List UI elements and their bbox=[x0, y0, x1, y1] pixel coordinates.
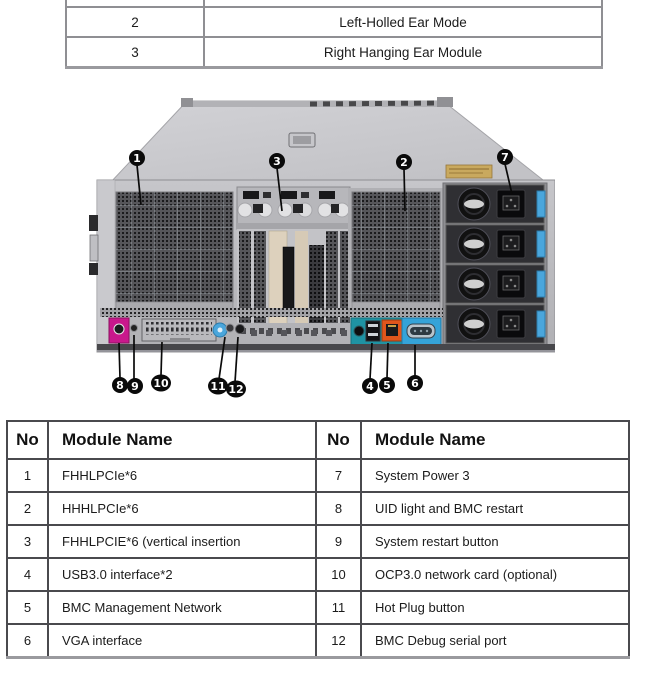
callout-5 bbox=[379, 377, 395, 393]
row-number: 3 bbox=[66, 37, 204, 68]
left-ear-tab bbox=[89, 215, 98, 231]
module-name: OCP3.0 network card (optional) bbox=[361, 558, 629, 591]
pcie-mesh-left bbox=[116, 192, 233, 309]
svg-text:11: 11 bbox=[210, 380, 226, 393]
module-no: 1 bbox=[7, 459, 48, 492]
module-no: 8 bbox=[316, 492, 361, 525]
vertical-riser-bracket bbox=[237, 187, 350, 229]
table-row bbox=[7, 459, 629, 492]
riser-connector bbox=[283, 247, 294, 309]
audio-jack bbox=[354, 326, 364, 336]
chassis-bottom-edge bbox=[97, 344, 555, 350]
usb-ports bbox=[366, 321, 380, 341]
module-no: 6 bbox=[7, 624, 48, 658]
hot-plug-thumbscrew bbox=[213, 323, 227, 337]
module-no: 4 bbox=[7, 558, 48, 591]
svg-text:4: 4 bbox=[366, 380, 374, 393]
header-module-name: Module Name bbox=[361, 421, 629, 459]
lid-corner-bracket bbox=[437, 97, 453, 107]
svg-text:6: 6 bbox=[411, 377, 419, 390]
vga-port bbox=[402, 318, 441, 345]
callout-11 bbox=[208, 378, 228, 395]
table-row bbox=[7, 492, 629, 525]
server-rear-diagram bbox=[85, 95, 555, 405]
callout-3 bbox=[269, 153, 285, 169]
callout-2 bbox=[396, 154, 412, 170]
module-no: 2 bbox=[7, 492, 48, 525]
svg-text:10: 10 bbox=[153, 377, 169, 390]
chassis-top-cover bbox=[110, 97, 543, 183]
psu-clip bbox=[537, 311, 545, 337]
bmc-network-port bbox=[382, 320, 402, 341]
table-cell bbox=[204, 0, 602, 7]
vent-strip bbox=[100, 308, 443, 317]
svg-text:8: 8 bbox=[116, 379, 124, 392]
lid-corner-bracket bbox=[181, 98, 193, 107]
module-name: FHHLPCIe*6 bbox=[48, 459, 316, 492]
callout-8 bbox=[112, 377, 128, 393]
psu-4 bbox=[446, 305, 545, 343]
psu-3 bbox=[446, 265, 545, 303]
module-name: BMC Debug serial port bbox=[361, 624, 629, 658]
header-no: No bbox=[7, 421, 48, 459]
row-number: 2 bbox=[66, 7, 204, 37]
svg-text:2: 2 bbox=[400, 156, 408, 169]
svg-text:5: 5 bbox=[383, 379, 391, 392]
table-row bbox=[66, 7, 602, 37]
table-row bbox=[7, 624, 629, 658]
module-name: System Power 3 bbox=[361, 459, 629, 492]
module-no: 9 bbox=[316, 525, 361, 558]
svg-text:7: 7 bbox=[501, 151, 509, 164]
table-row bbox=[7, 525, 629, 558]
module-no: 5 bbox=[7, 591, 48, 624]
header-no: No bbox=[316, 421, 361, 459]
callout-12 bbox=[226, 381, 246, 398]
svg-text:3: 3 bbox=[273, 155, 281, 168]
psu-1 bbox=[446, 185, 545, 223]
table-row bbox=[66, 37, 602, 68]
module-name: FHHLPCIE*6 (vertical insertion bbox=[48, 525, 316, 558]
pcie-slot-column bbox=[237, 229, 351, 337]
uid-button bbox=[114, 324, 124, 334]
row-name: Left-Holled Ear Mode bbox=[204, 7, 602, 37]
hot-plug-button bbox=[226, 324, 234, 332]
table-row bbox=[7, 558, 629, 591]
module-name: UID light and BMC restart bbox=[361, 492, 629, 525]
svg-text:9: 9 bbox=[131, 380, 139, 393]
module-name: BMC Management Network bbox=[48, 591, 316, 624]
module-no: 3 bbox=[7, 525, 48, 558]
psu-bay bbox=[443, 183, 547, 345]
module-name-table bbox=[6, 420, 630, 659]
callout-1 bbox=[129, 150, 145, 166]
table-cell bbox=[66, 0, 204, 7]
module-no: 10 bbox=[316, 558, 361, 591]
table-row bbox=[66, 0, 602, 7]
module-name: System restart button bbox=[361, 525, 629, 558]
ocp-slot bbox=[142, 319, 216, 341]
module-name: USB3.0 interface*2 bbox=[48, 558, 316, 591]
module-name: HHHLPCIe*6 bbox=[48, 492, 316, 525]
module-no: 7 bbox=[316, 459, 361, 492]
module-name: Hot Plug button bbox=[361, 591, 629, 624]
pcie-mesh-right bbox=[348, 188, 444, 309]
psu-clip bbox=[537, 231, 545, 257]
row-name: Right Hanging Ear Module bbox=[204, 37, 602, 68]
module-no: 12 bbox=[316, 624, 361, 658]
psu-clip bbox=[537, 191, 545, 217]
callout-10 bbox=[151, 375, 171, 392]
table-header-row bbox=[7, 421, 629, 459]
bmc-debug-serial-port bbox=[236, 325, 245, 334]
callout-4 bbox=[362, 378, 378, 394]
ear-module-table bbox=[65, 0, 603, 69]
service-label bbox=[446, 165, 492, 178]
psu-2 bbox=[446, 225, 545, 263]
system-restart-button bbox=[131, 325, 138, 332]
callout-7 bbox=[497, 149, 513, 165]
table-row bbox=[7, 591, 629, 624]
svg-text:12: 12 bbox=[228, 383, 244, 396]
chassis-rear-panel bbox=[89, 180, 555, 353]
psu-clip bbox=[537, 271, 545, 297]
callout-9 bbox=[127, 378, 143, 394]
callout-6 bbox=[407, 375, 423, 391]
lid-latch bbox=[289, 133, 315, 147]
header-module-name: Module Name bbox=[48, 421, 316, 459]
svg-text:1: 1 bbox=[133, 152, 141, 165]
module-name: VGA interface bbox=[48, 624, 316, 658]
module-no: 11 bbox=[316, 591, 361, 624]
